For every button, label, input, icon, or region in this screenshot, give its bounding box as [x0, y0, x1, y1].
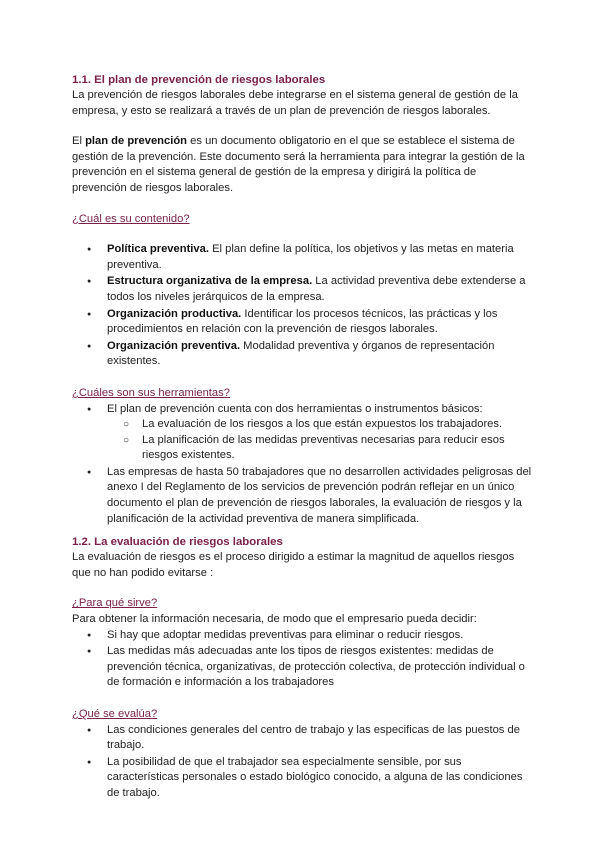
- item-term: Estructura organizativa de la empresa.: [107, 275, 313, 288]
- definition-text: es un documento obligatorio en el que se establece el sistema de gestión de la prevención. Este documento será la herramienta para integrar la gestión de la prevención en el sistema general de gestión de la empresa y dirigirá la política de prevención de riesgos laborales.: [72, 135, 525, 194]
- list-item: ● Si hay que adoptar medidas preventivas para eliminar o reducir riesgos.: [72, 628, 534, 644]
- list-item: ● Las condiciones generales del centro de trabajo y las especificas de las puestos de trabajo.: [72, 723, 534, 754]
- herramientas-heading: ¿Cuáles son sus herramientas?: [72, 386, 230, 399]
- para-list: [72, 628, 534, 691]
- list-item: ● La posibilidad de que el trabajador sea especialmente sensible, por sus características personales o estado biológico conocido, a alguna de las condiciones de trabajo.: [72, 755, 534, 802]
- list-item: ● Las medidas más adecuadas ante los tipos de riesgos existentes: medidas de prevención técnica, organizativas, de protección colectiva, de protección individual o de formación e información a los trabajadores: [72, 644, 534, 691]
- section-2-title: 1.2. La evaluación de riesgos laborales: [72, 536, 283, 549]
- definition-prefix: El: [72, 135, 86, 148]
- list-item: ● Las empresas de hasta 50 trabajadores que no desarrollen actividades peligrosas del anexo I del Reglamento de los servicios de prevención podrán reflejar en un único documento el plan de prevención de riesgos laborales, la evaluación de riesgos y la planificación de la actividad preventiva de manera simplificada.: [72, 465, 534, 527]
- item-term: Organización productiva.: [107, 307, 242, 320]
- sub-list-item: ○ La planificación de las medidas preventivas necesarias para reducir esos riesgos existentes.: [107, 433, 534, 464]
- list-item: [72, 274, 534, 305]
- section-1-title: 1.1. El plan de prevención de riesgos laborales: [72, 74, 326, 86]
- item-text: La actividad preventiva debe extenderse a todos los niveles jerárquicos de la empresa.: [107, 275, 526, 303]
- herramientas-sublist: [107, 417, 534, 464]
- item-text: Modalidad preventiva y órganos de representación existentes.: [107, 339, 495, 368]
- evalua-list: [72, 723, 534, 802]
- plan-definition-paragraph: [72, 134, 534, 196]
- evalua-heading: ¿Qué se evalúa?: [72, 708, 158, 720]
- item-text: Identificar los procesos técnicos, las prácticas y los procedimientos en relación con la prevención de riesgos laborales.: [107, 307, 498, 336]
- section-1-intro: La prevención de riesgos laborales debe integrarse en el sistema general de gestión de la empresa, y esto se realizará a través de un plan de prevención de riesgos laborales.: [72, 89, 518, 117]
- item-text: El plan de prevención cuenta con dos herramientas o instrumentos básicos:: [107, 402, 483, 415]
- item-term: Organización preventiva.: [107, 339, 241, 352]
- list-item: [72, 339, 534, 370]
- para-heading: ¿Para qué sirve?: [72, 597, 158, 610]
- item-text: El plan define la política, los objetivos y las metas en materia preventiva.: [107, 243, 514, 271]
- list-item: [72, 242, 534, 273]
- section-2-intro: La evaluación de riesgos es el proceso dirigido a estimar la magnitud de aquellos riesgos que no han podido evitarse :: [72, 551, 515, 579]
- list-item: [72, 402, 534, 464]
- item-term: Política preventiva.: [107, 243, 209, 256]
- document-content: [72, 72, 534, 803]
- definition-term: plan de prevención: [85, 135, 188, 148]
- para-intro: Para obtener la información necesaria, de modo que el empresario pueda decidir:: [72, 613, 477, 626]
- contenido-list: [72, 242, 534, 370]
- contenido-heading: ¿Cuál es su contenido?: [72, 212, 190, 225]
- herramientas-list: [72, 402, 534, 528]
- sub-list-item: ○ La evaluación de los riesgos a los que están expuestos los trabajadores.: [107, 417, 534, 433]
- list-item: [72, 307, 534, 338]
